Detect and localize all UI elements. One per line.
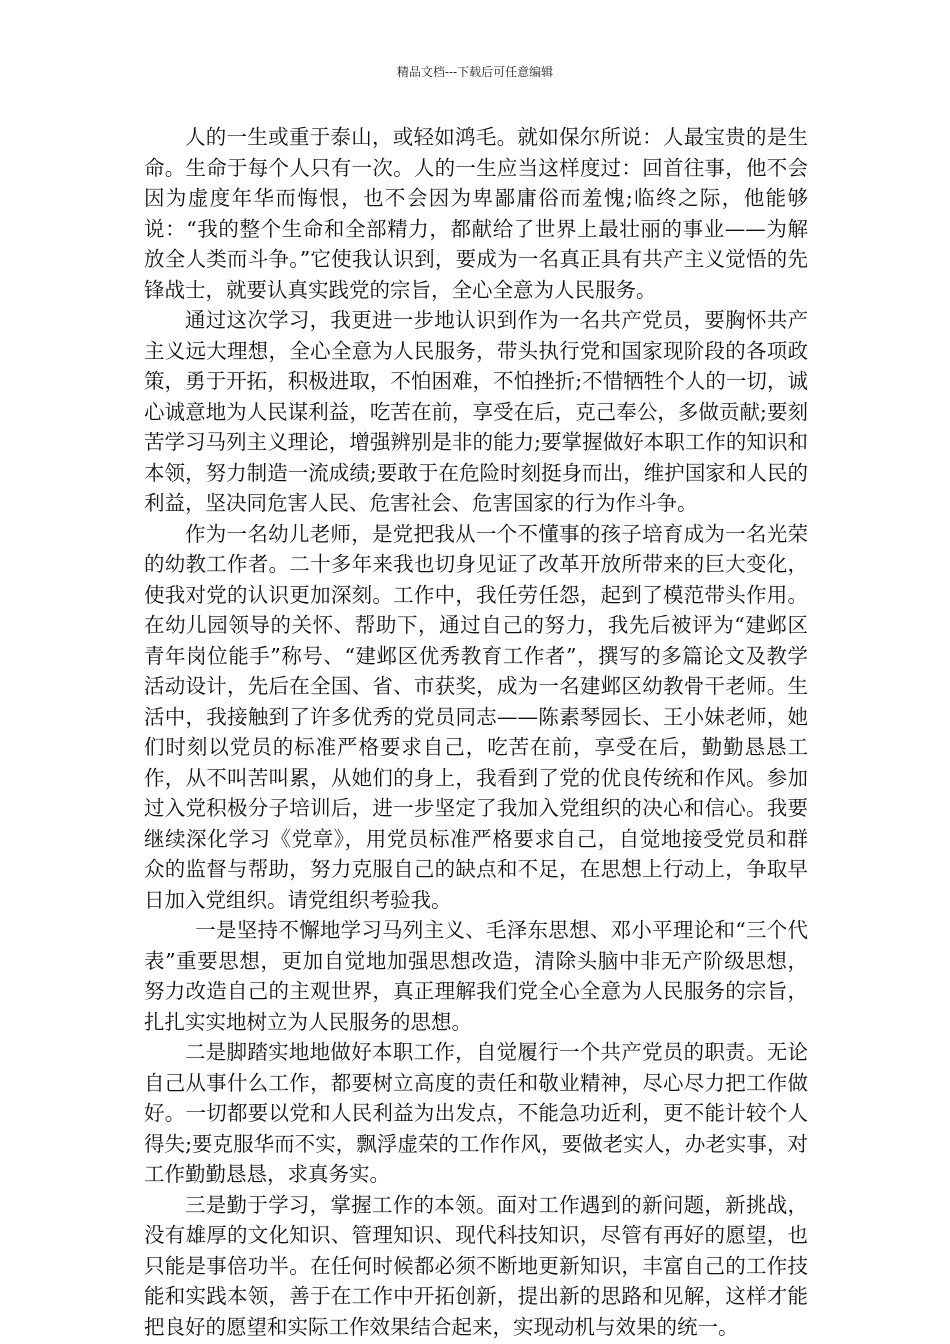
- paragraph-3: 作为一名幼儿老师，是党把我从一个不懂事的孩子培育成为一名光荣的幼教工作者。二十多年来我也切身见证了改革开放所带来的巨大变化，使我对党的认识更加深刻。工作中，我任劳任怨，起到了模范带头作用。在幼儿园领导的关怀、帮助下，通过自己的努力，我先后被评为“建邺区青年岗位能手”称号、“建邺区优秀教育工作者”，撰写的多篇论文及教学活动设计，先后在全国、省、市获奖，成为一名建邺区幼教骨干老师。生活中，我接触到了许多优秀的党员同志——陈素琴园长、王小妹老师，她们时刻以党员的标准严格要求自己，吃苦在前，享受在后，勤勤恳恳工作，从不叫苦叫累，从她们的身上，我看到了党的优良传统和作风。参加过入党积极分子培训后，进一步坚定了我加入党组织的决心和信心。我要继续深化学习《党章》，用党员标准严格要求自己，自觉地接受党员和群众的监督与帮助，努力克服自己的缺点和不足，在思想上行动上，争取早日加入党组织。请党组织考验我。: [144, 521, 808, 912]
- paragraph-5: 二是脚踏实地地做好本职工作，自觉履行一个共产党员的职责。无论自己从事什么工作，都要树立高度的责任和敬业精神，尽心尽力把工作做好。一切都要以党和人民利益为出发点，不能急功近利，更不能计较个人得失;要克服华而不实，飘浮虚荣的工作作风，要做老实人，办老实事，对工作勤勤恳恳，求真务实。: [144, 1040, 808, 1186]
- page-header: 精品文档---下载后可任意编辑: [396, 65, 554, 79]
- paragraph-6: 三是勤于学习，掌握工作的本领。面对工作遇到的新问题，新挑战，没有雄厚的文化知识、管理知识、现代科技知识，尽管有再好的愿望，也只能是事倍功半。在任何时候都必须不断地更新知识，丰富自己的工作技能和实践本领，善于在工作中开拓创新，提出新的思路和见解，这样才能把良好的愿望和实际工作效果结合起来，实现动机与效果的统一。: [144, 1192, 808, 1339]
- document-body: [144, 122, 808, 1342]
- paragraph-1: 人的一生或重于泰山，或轻如鸿毛。就如保尔所说：人最宝贵的是生命。生命于每个人只有一次。人的一生应当这样度过：回首往事，他不会因为虚度年华而悔恨，也不会因为卑鄙庸俗而羞愧;临终之际，他能够说：“我的整个生命和全部精力，都献给了世界上最壮丽的事业——为解放全人类而斗争。”它使我认识到，要成为一名真正具有共产主义觉悟的先锋战士，就要认真实践党的宗旨，全心全意为人民服务。: [144, 125, 808, 302]
- paragraph-2: 通过这次学习，我更进一步地认识到作为一名共产党员，要胸怀共产主义远大理想，全心全意为人民服务，带头执行党和国家现阶段的各项政策，勇于开拓，积极进取，不怕困难，不怕挫折;不惜牺牲个人的一切，诚心诚意地为人民谋利益，吃苦在前，享受在后，克己奉公，多做贡献;要刻苦学习马列主义理论，增强辨别是非的能力;要掌握做好本职工作的知识和本领，努力制造一流成绩;要敢于在危险时刻挺身而出，维护国家和人民的利益，坚决同危害人民、危害社会、危害国家的行为作斗争。: [144, 308, 808, 515]
- paragraph-4: 一是坚持不懈地学习马列主义、毛泽东思想、邓小平理论和“三个代表”重要思想，更加自觉地加强思想改造，清除头脑中非无产阶级思想，努力改造自己的主观世界，真正理解我们党全心全意为人民服务的宗旨，扎扎实实地树立为人民服务的思想。: [144, 918, 808, 1034]
